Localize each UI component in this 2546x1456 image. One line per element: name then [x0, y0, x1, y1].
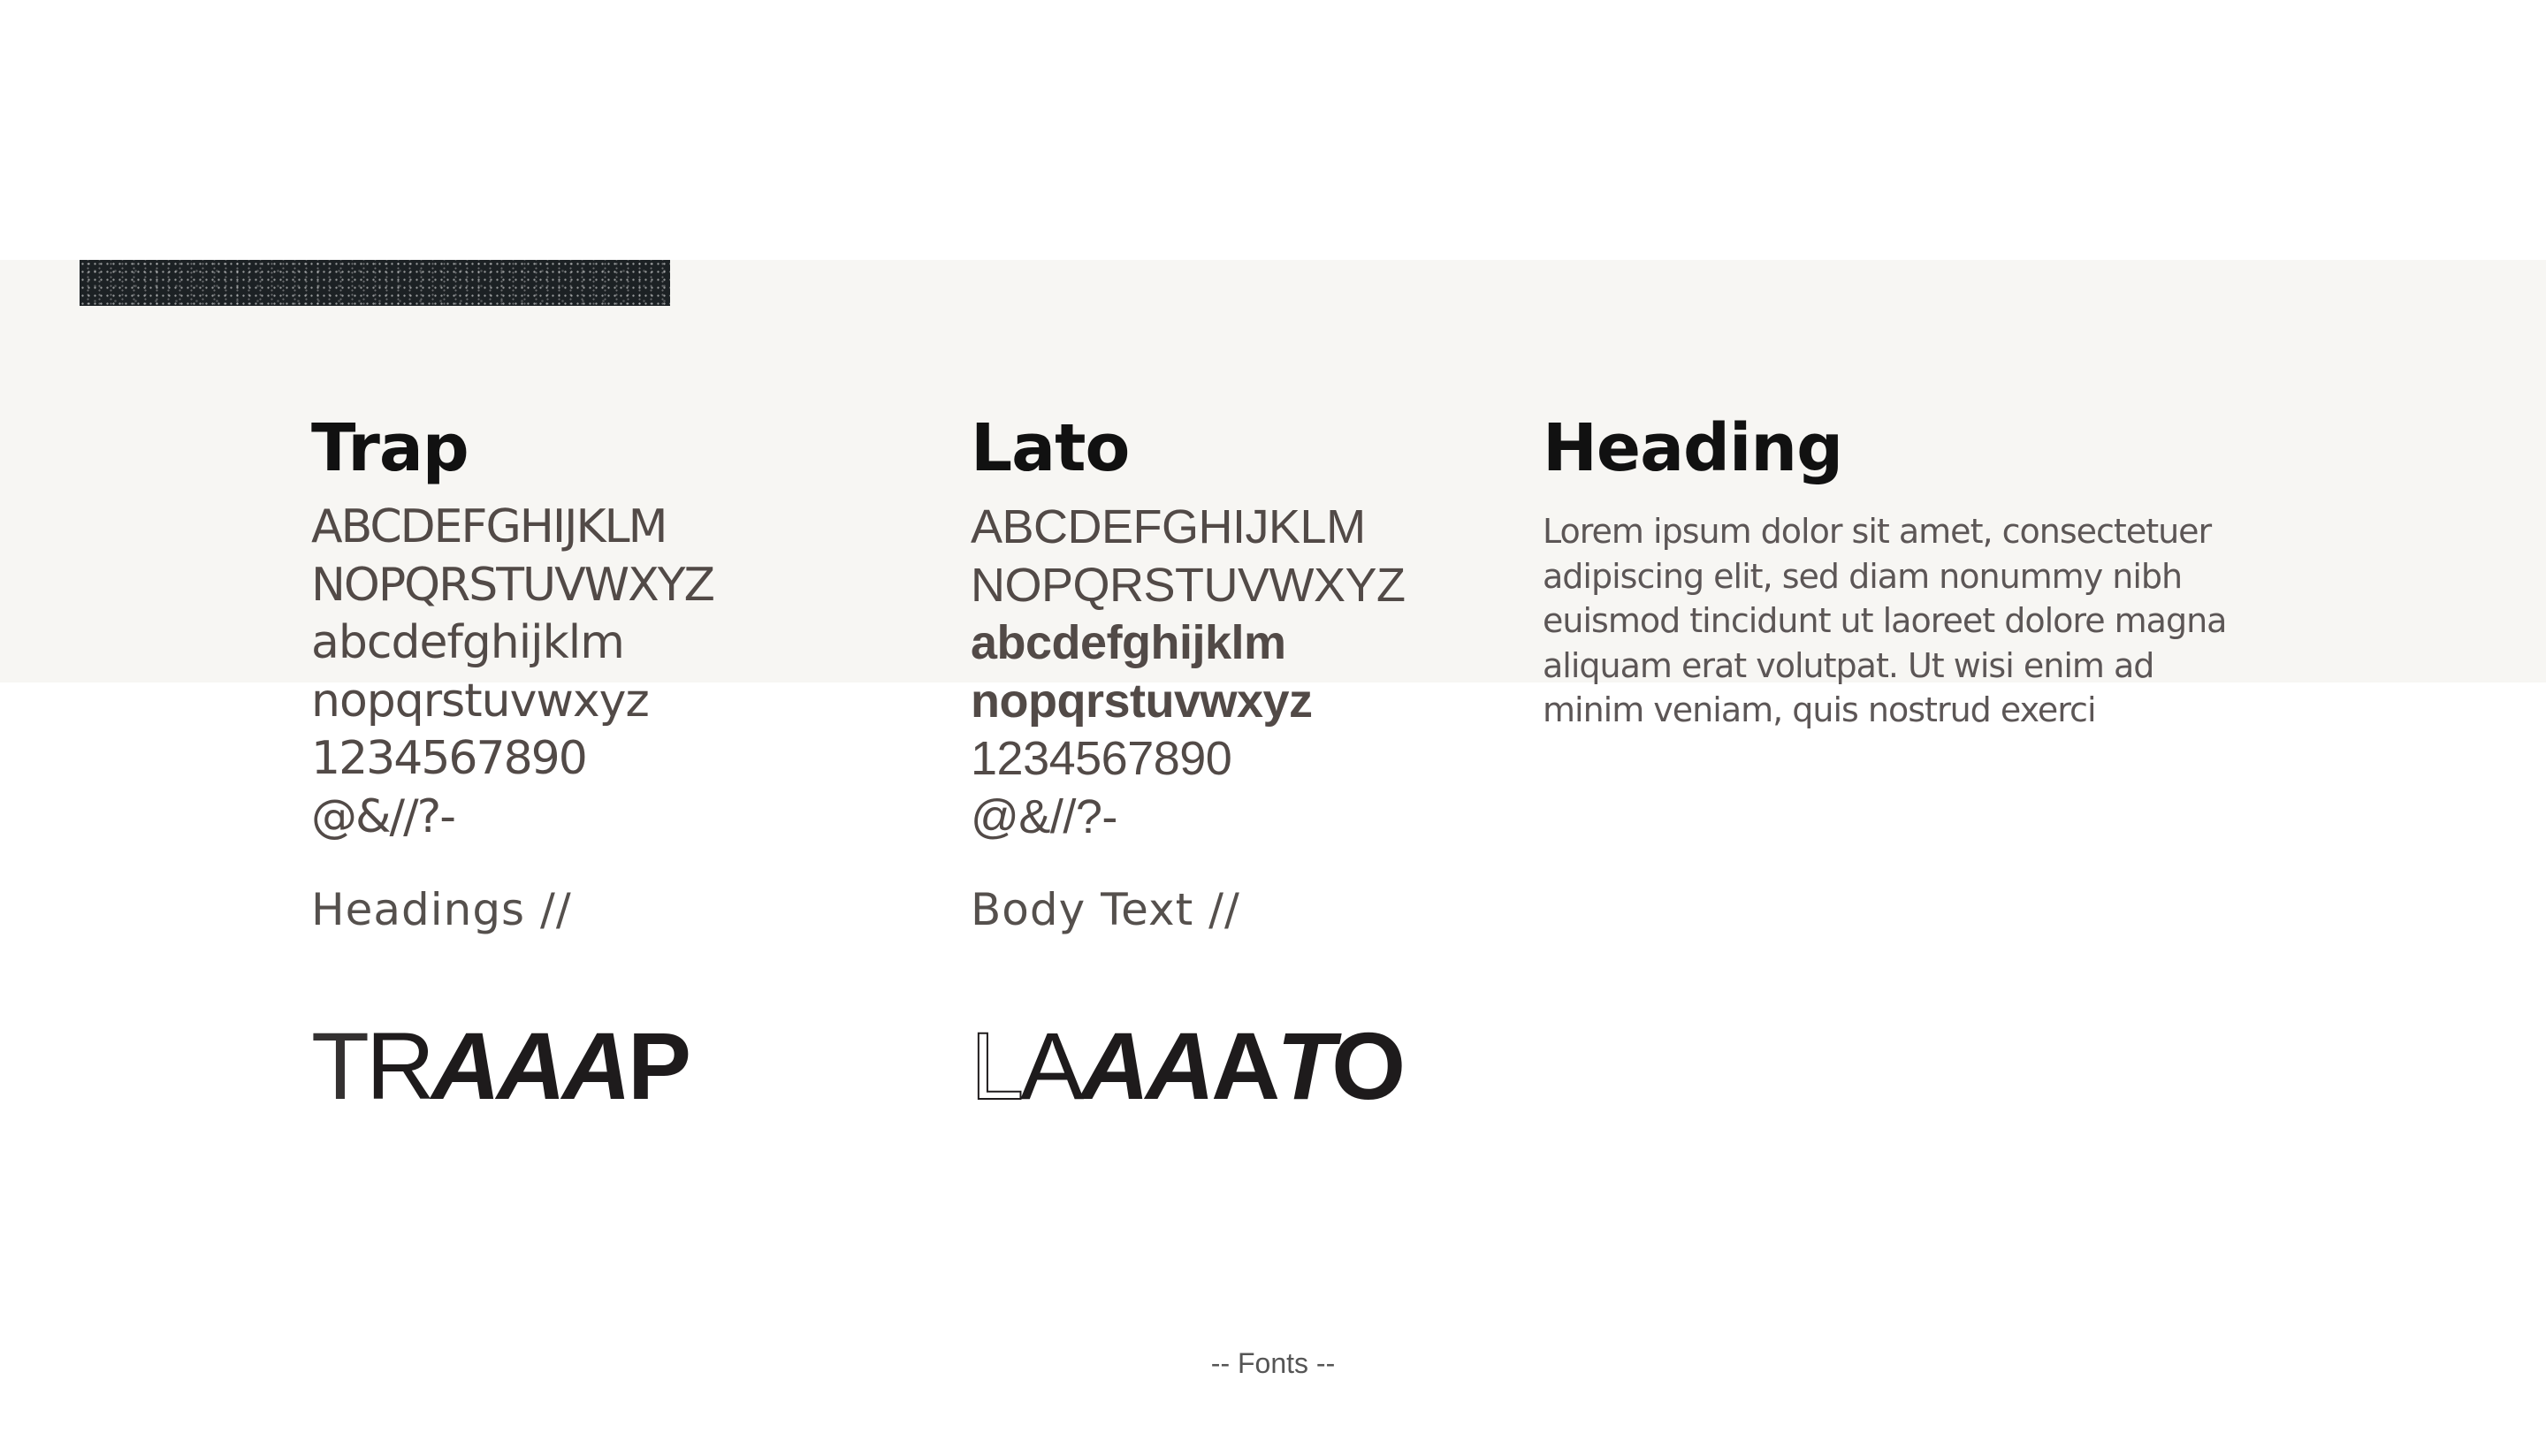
weight-letter: A [1146, 1012, 1212, 1119]
glyph-line-uppercase-2: NOPQRSTUVWXYZ [971, 558, 1406, 612]
sample-body-text: Lorem ipsum dolor sit amet, consectetuer adipiscing elit, sed diam nonummy nibh euismod tincidunt ut laoreet dolore magna aliquam erat volutpat. Ut wisi enim ad minim veniam, quis nostrud exerci [1543, 512, 2227, 729]
glyph-line-lowercase-2: nopqrstuvwxyz [311, 674, 649, 728]
glyph-line-symbols: @&//?- [971, 789, 1117, 843]
weight-letter: T [1277, 1012, 1332, 1119]
weight-letter: T [311, 1012, 366, 1119]
glyph-line-uppercase-1: ABCDEFGHIJKLM [971, 500, 1366, 553]
glyph-line-lowercase-2: nopqrstuvwxyz [971, 674, 1313, 728]
sample-column [1543, 408, 2250, 766]
font-name: Lato [971, 410, 1130, 486]
glyph-line-lowercase-1: abcdefghijklm [971, 616, 1286, 669]
glyph-line-lowercase-1: abcdefghijklm [311, 616, 624, 669]
glyph-line-numerals: 1234567890 [311, 732, 586, 785]
glyph-line-symbols: @&//?- [311, 789, 454, 843]
weight-letter: P [627, 1012, 689, 1119]
sample-heading: Heading [1543, 410, 1843, 486]
weight-letter: A [1211, 1012, 1277, 1119]
weights-sample [971, 1012, 1406, 1119]
glyph-line-numerals: 1234567890 [971, 732, 1232, 785]
page-footer-label: -- Fonts -- [1210, 1347, 1336, 1379]
weight-letter: A [1080, 1012, 1147, 1119]
weights-sample [311, 1012, 713, 1119]
weight-letter: A [431, 1012, 497, 1119]
glyph-line-uppercase-1: ABCDEFGHIJKLM [311, 500, 667, 553]
font-name: Trap [311, 410, 469, 486]
glyph-set [311, 499, 713, 846]
glyph-set [971, 499, 1406, 846]
font-role-label: Body Text // [971, 884, 1240, 935]
font-column-trap [311, 408, 714, 1119]
glyph-line-uppercase-2: NOPQRSTUVWXYZ [311, 558, 714, 612]
weight-letter: A [496, 1012, 562, 1119]
font-column-lato [971, 408, 1406, 1119]
weight-letter: A [561, 1012, 628, 1119]
weight-letter: R [365, 1012, 431, 1119]
weight-letter: A [1020, 1012, 1081, 1119]
font-role-label: Headings // [311, 884, 572, 935]
weight-letter: L [971, 1012, 1021, 1119]
texture-bar-decoration [80, 260, 670, 306]
weight-letter: O [1331, 1012, 1403, 1119]
